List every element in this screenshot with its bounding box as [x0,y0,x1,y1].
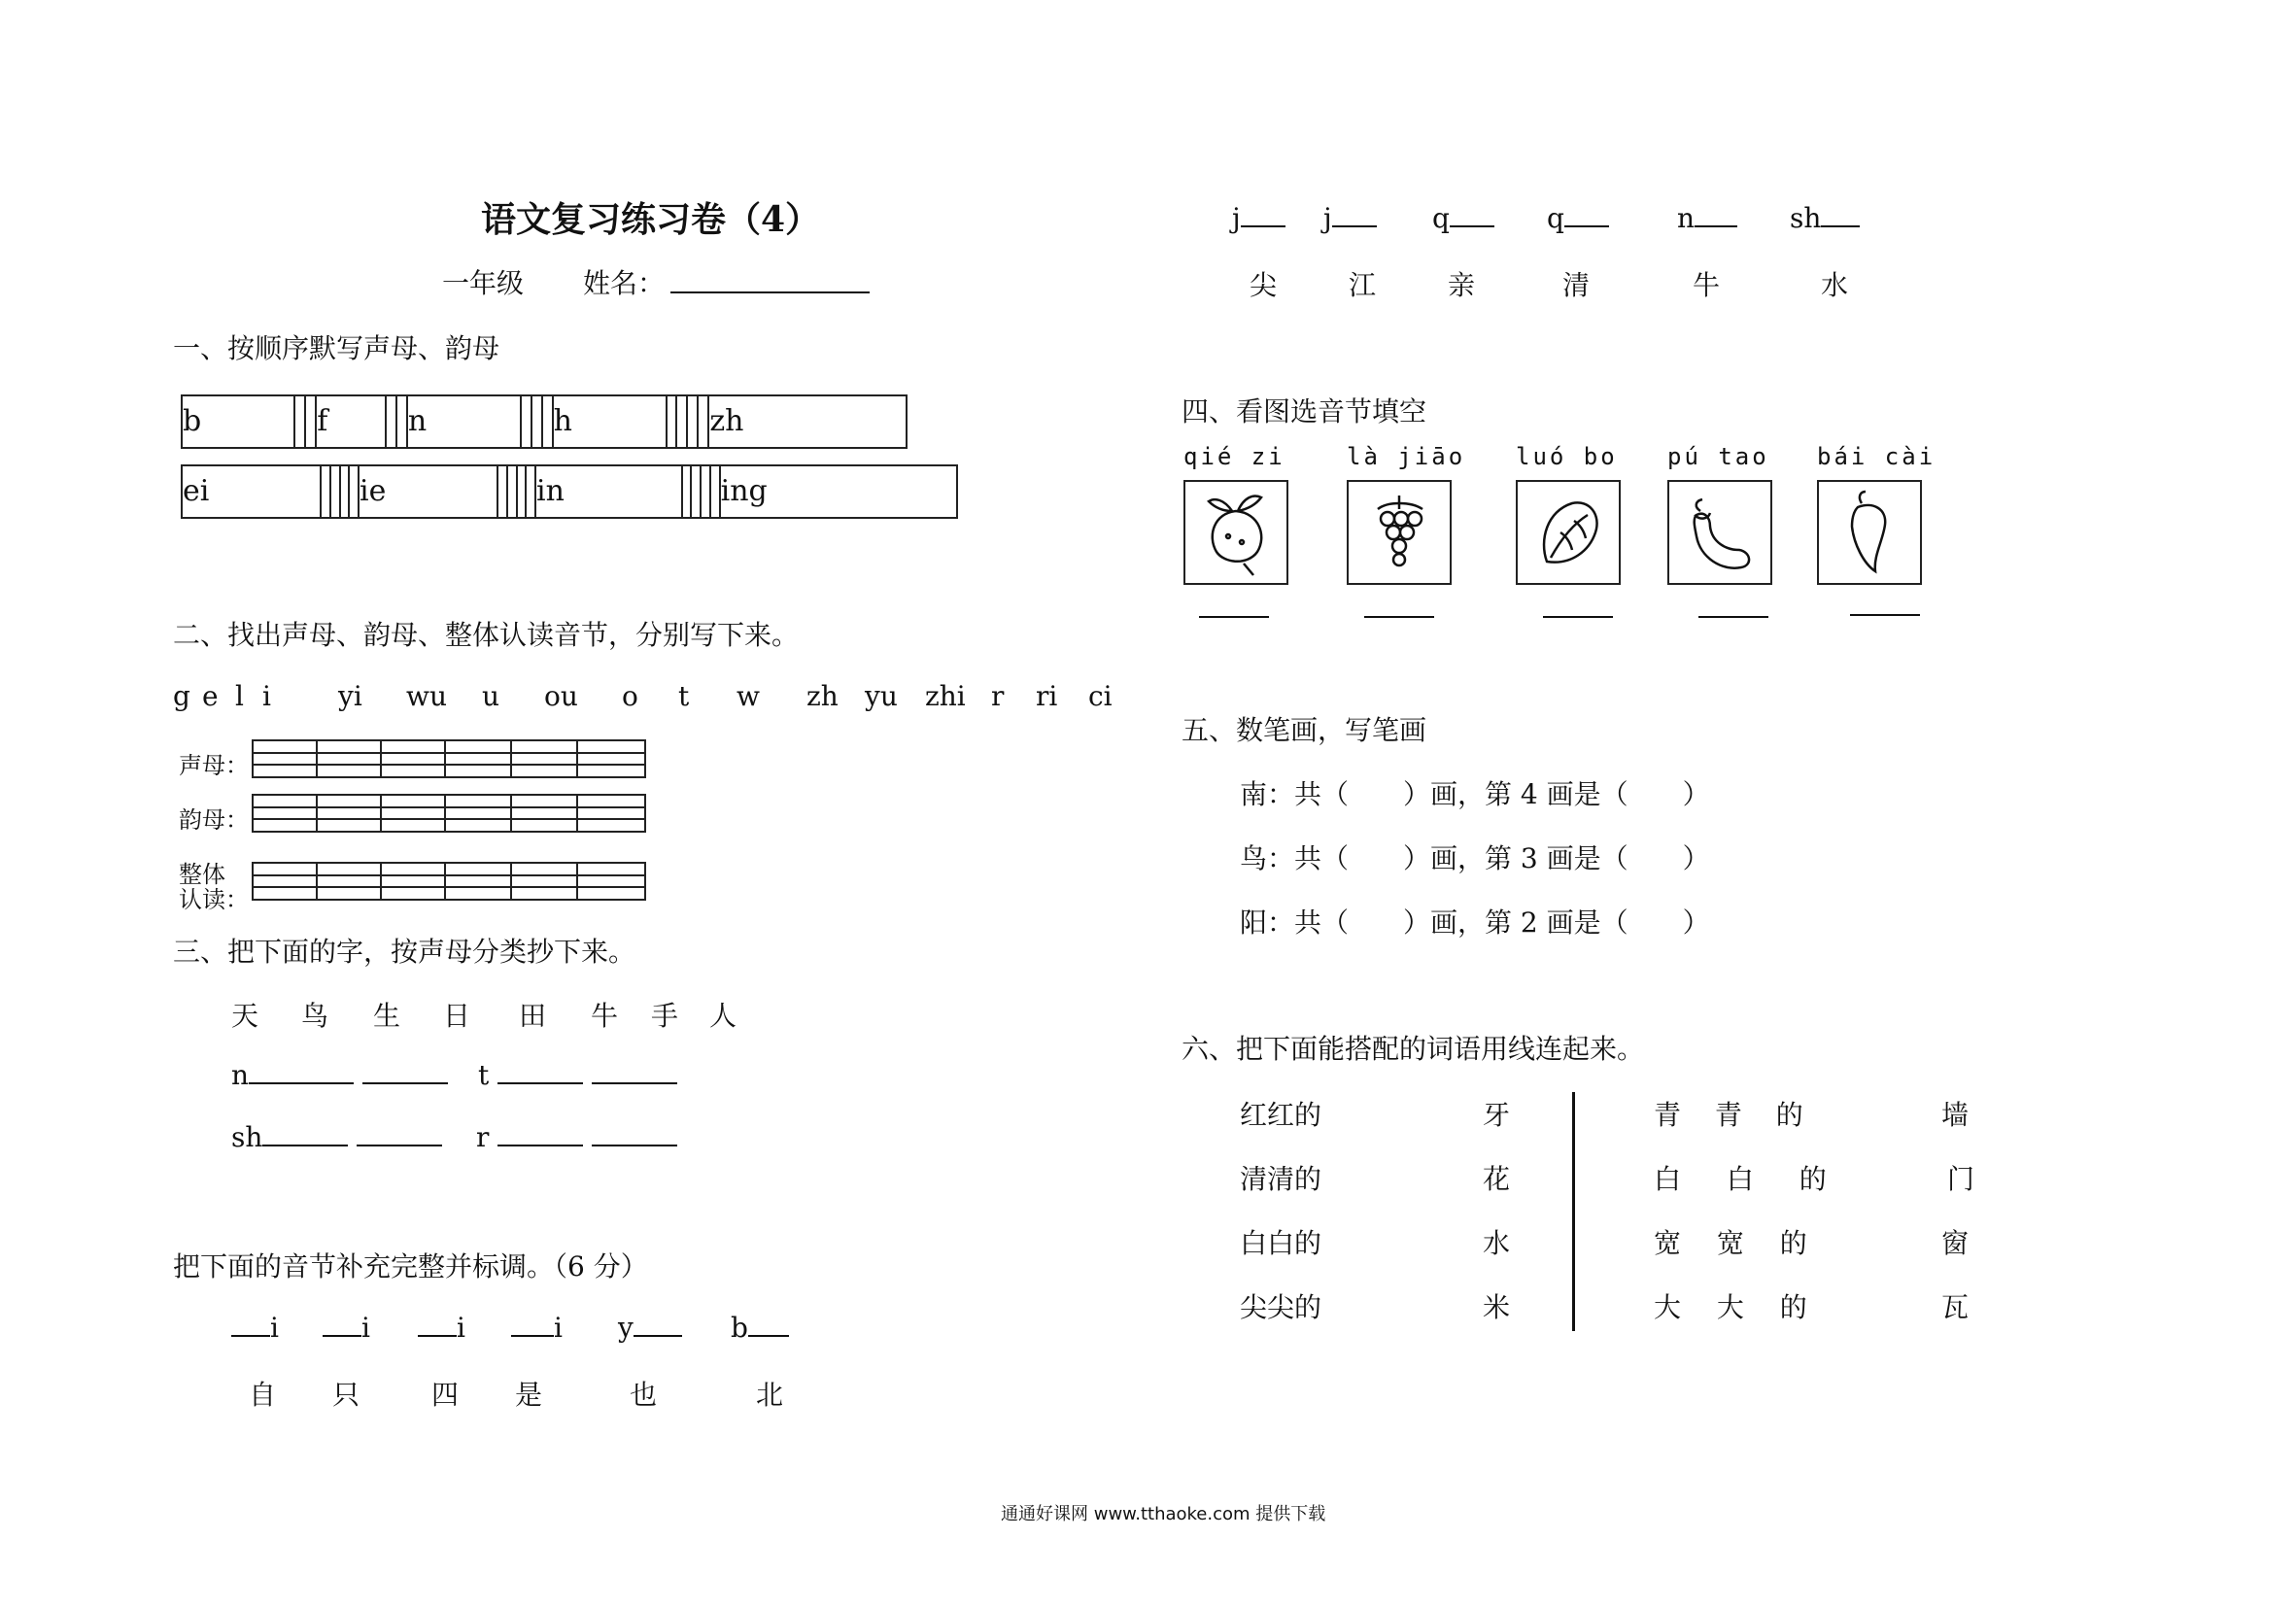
blank[interactable] [497,1145,583,1146]
fill-item-5 [618,1312,682,1344]
name-label: 姓名： [583,267,666,299]
grid-cell[interactable] [526,465,535,518]
left-match-1[interactable]: 牙 [1483,1099,1511,1131]
grid-cell[interactable]: ie [359,465,497,518]
stroke-text: ：共（ ）画，第 4 画是（ ） [1267,778,1710,810]
grid-cell[interactable] [698,395,708,448]
left-word-2[interactable]: 清清的 [1240,1163,1322,1195]
fill-letter: i [361,1312,370,1344]
label-shengmu: 声母： [179,752,249,779]
grid-cell[interactable] [687,395,698,448]
answer-blank-3[interactable] [1543,616,1613,618]
label-yunmu: 韵母： [179,806,249,834]
right-match-4[interactable]: 瓦 [1941,1291,1970,1323]
fill-heading: 把下面的音节补充完整并标调。（6 分） [173,1250,648,1282]
blank[interactable] [249,1082,354,1084]
initial-sh: sh [231,1121,263,1153]
grid-cell[interactable] [517,465,527,518]
answer-blank-2[interactable] [1364,616,1434,618]
char-item: 生 [373,1000,401,1032]
section1-heading: 一、按顺序默写声母、韵母 [173,332,500,364]
fill-item-6 [731,1312,789,1344]
syllable: g [173,680,190,712]
right-word-3[interactable]: 宽 宽 的 [1654,1227,1807,1259]
left-word-3[interactable]: 白白的 [1240,1227,1322,1259]
fill-char: 只 [332,1379,360,1411]
left-match-3[interactable]: 水 [1483,1227,1511,1259]
fill-char: 亲 [1448,269,1476,301]
char-item: 田 [519,1000,547,1032]
finals-grid [181,464,958,519]
stroke-char: 南 [1240,778,1268,810]
fill-letter: sh [1790,202,1822,234]
fill-item-4 [511,1312,563,1344]
grade-label: 一年级 [442,267,525,299]
grid-cell[interactable] [531,395,542,448]
fill-letter: q [1432,202,1450,234]
initial-r-row [476,1121,677,1153]
fill-item-3 [418,1312,465,1344]
label-zhengti-1: 整体 [179,861,225,888]
section3-heading: 三、把下面的字，按声母分类抄下来。 [173,936,636,968]
blank[interactable] [634,1335,682,1337]
fill-letter: y [618,1312,634,1344]
blank[interactable] [592,1145,677,1146]
grid-cell[interactable] [507,465,517,518]
section2-heading: 二、找出声母、韵母、整体认读音节，分别写下来。 [173,619,800,651]
grid-cell[interactable]: ing [720,465,957,518]
fill-char: 自 [249,1379,277,1411]
page-title: 语文复习练习卷（4） [481,199,821,240]
grid-cell[interactable]: n [407,395,521,448]
answer-blank-5[interactable] [1850,614,1920,616]
cabbage-icon [1516,480,1621,585]
initial-sh-row [231,1121,442,1153]
stroke-char: 阳 [1240,906,1268,939]
initial-n: n [231,1059,250,1091]
grid-cell[interactable]: b [182,395,294,448]
grid-cell[interactable] [521,395,531,448]
pinyin-1: qié zi [1183,443,1285,470]
syllable: e [202,680,219,712]
stroke-char: 鸟 [1240,842,1268,874]
fill-letter: b [731,1312,748,1344]
grapes-icon [1347,480,1452,585]
grid-cell[interactable] [305,395,316,448]
initial-n-row [231,1059,448,1091]
char-item: 鸟 [301,1000,329,1032]
blank[interactable] [323,1335,361,1337]
right-match-3[interactable]: 窗 [1941,1227,1970,1259]
stroke-item-2 [1240,838,1710,876]
fill-char: 水 [1821,269,1849,301]
blank[interactable] [592,1082,677,1084]
fill-letter: i [270,1312,279,1344]
initial-t: t [478,1059,490,1091]
pinyin-4: pú tao [1667,443,1769,470]
blank[interactable] [231,1335,270,1337]
left-word-1[interactable]: 红红的 [1240,1099,1322,1131]
grid-cell[interactable]: ei [182,465,321,518]
answer-blank-4[interactable] [1698,616,1768,618]
syllable: ci [1088,680,1113,712]
fill-letter: i [457,1312,465,1344]
syllable: yu [865,680,898,712]
right-word-2[interactable]: 白 白 的 [1654,1163,1827,1195]
char-list [231,995,756,1030]
grid-cell[interactable] [330,465,340,518]
fill-char: 北 [756,1379,784,1411]
blank[interactable] [1332,225,1377,227]
blank[interactable] [418,1335,457,1337]
blank[interactable] [1695,225,1737,227]
grid-cell[interactable] [321,465,330,518]
pinyin-2: là jiāo [1347,443,1466,470]
char-item: 日 [443,1000,471,1032]
blank[interactable] [1450,225,1494,227]
left-match-2[interactable]: 花 [1483,1163,1511,1195]
radish-icon [1183,480,1288,585]
grid-cell[interactable] [676,395,687,448]
fill-char: 江 [1349,269,1377,301]
syllable: w [737,680,760,712]
fill-item-1 [231,1312,279,1344]
fill-char: 清 [1562,269,1591,301]
pinyin-3: luó bo [1516,443,1618,470]
syllable: r [991,680,1005,712]
syllable: i [262,680,271,712]
blank[interactable] [1241,225,1285,227]
syllable: o [622,680,638,712]
blank[interactable] [362,1082,448,1084]
syllable: ou [544,680,578,712]
answer-blank-1[interactable] [1199,616,1269,618]
stroke-item-1 [1240,773,1710,812]
syllable: yi [338,680,362,712]
fill-char: 牛 [1693,269,1721,301]
fill-char: 四 [431,1379,460,1411]
name-field[interactable] [670,291,870,293]
grid-cell[interactable] [497,465,507,518]
grid-cell[interactable] [682,465,692,518]
grid-cell[interactable] [710,465,720,518]
fill-item-r1 [1232,202,1285,234]
section4-heading: 四、看图选音节填空 [1182,395,1427,427]
fill-letter: j [1232,202,1241,234]
syllable-list [173,680,1125,715]
syllable: wu [406,680,447,712]
syllable: zh [806,680,839,712]
char-item: 牛 [591,1000,619,1032]
eggplant-icon [1667,480,1772,585]
blank[interactable] [262,1145,348,1146]
fill-item-r3 [1432,202,1494,234]
char-item: 人 [709,1000,737,1032]
section5-heading: 五、数笔画，写笔画 [1182,714,1427,746]
right-match-1[interactable]: 墙 [1941,1099,1970,1131]
blank[interactable] [497,1082,583,1084]
syllable: zhi [925,680,966,712]
fill-item-r4 [1547,202,1609,234]
blank[interactable] [1821,225,1860,227]
grid-cell[interactable] [386,395,396,448]
right-match-2[interactable]: 门 [1947,1163,1975,1195]
blank[interactable] [511,1335,554,1337]
fill-letter: j [1323,202,1332,234]
fill-letter: n [1677,202,1696,234]
grid-cell[interactable]: h [553,395,667,448]
blank[interactable] [357,1145,442,1146]
fill-letter: i [554,1312,563,1344]
grid-cell[interactable] [349,465,359,518]
initials-grid [181,394,908,449]
fill-item-r5 [1677,202,1737,234]
pinyin-5: bái cài [1817,443,1936,470]
fill-char: 也 [630,1379,658,1411]
grid-cell[interactable] [691,465,701,518]
fill-letter: q [1547,202,1564,234]
blank[interactable] [1564,225,1609,227]
fill-item-r6 [1790,202,1860,234]
blank[interactable] [748,1335,789,1337]
divider-line [1572,1092,1575,1331]
grid-cell[interactable]: in [535,465,682,518]
grid-cell[interactable] [294,395,305,448]
grid-cell[interactable] [396,395,407,448]
left-word-4[interactable]: 尖尖的 [1240,1291,1322,1323]
syllable: u [482,680,500,712]
stroke-text: ：共（ ）画，第 3 画是（ ） [1267,842,1710,874]
grid-cell[interactable] [542,395,553,448]
char-item: 手 [651,1000,679,1032]
grid-cell[interactable]: zh [708,395,907,448]
right-word-1[interactable]: 青 青 的 [1654,1099,1803,1131]
writing-grids [251,738,649,913]
stroke-item-3 [1240,902,1710,940]
syllable: l [235,680,244,712]
grid-cell[interactable] [667,395,677,448]
char-item: 天 [231,1000,259,1032]
chili-icon [1817,480,1922,585]
footer-text: 通通好课网 www.tthaoke.com 提供下载 [1001,1504,1326,1524]
fill-item-2 [323,1312,370,1344]
syllable: ri [1036,680,1058,712]
grid-cell[interactable] [340,465,350,518]
stroke-text: ：共（ ）画，第 2 画是（ ） [1267,906,1710,939]
right-word-4[interactable]: 大 大 的 [1654,1291,1807,1323]
fill-item-r2 [1323,202,1377,234]
grid-cell[interactable] [701,465,710,518]
label-zhengti-2: 认读： [179,886,249,913]
initial-t-row [478,1059,677,1091]
fill-char: 是 [515,1379,543,1411]
left-match-4[interactable]: 米 [1483,1291,1511,1323]
initial-r: r [476,1121,490,1153]
grid-cell[interactable]: f [316,395,386,448]
syllable: t [678,680,690,712]
section6-heading: 六、把下面能搭配的词语用线连起来。 [1182,1033,1645,1065]
fill-char: 尖 [1250,269,1278,301]
